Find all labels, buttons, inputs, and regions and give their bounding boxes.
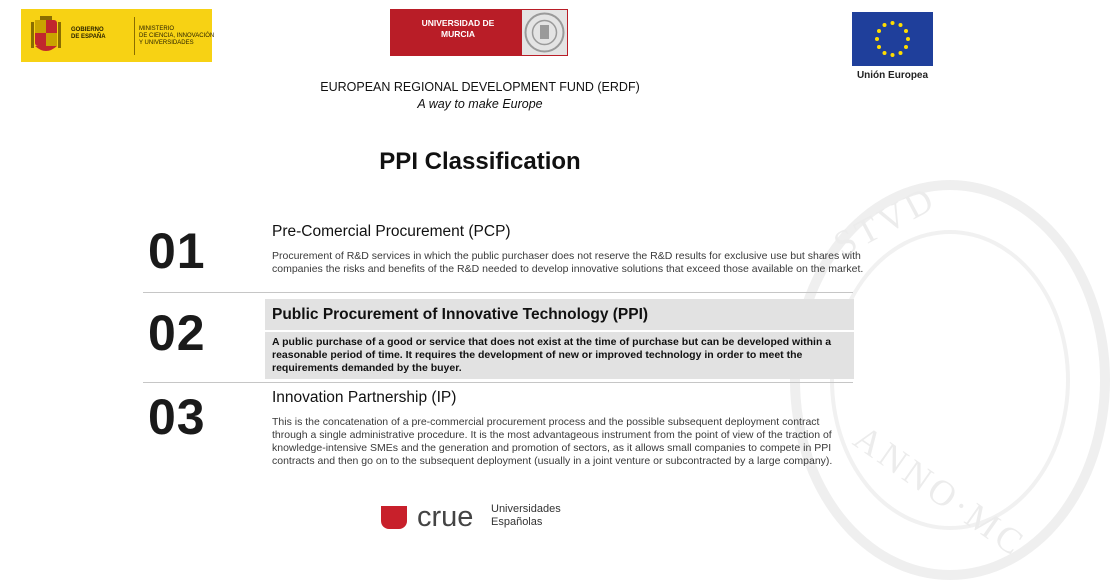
universidad-murcia-logo <box>390 9 568 56</box>
page-title: PPI Classification <box>379 148 581 175</box>
seal-text-bottom: ANNO·MC <box>846 417 1034 565</box>
item-description: This is the concatenation of a pre-commercial procurement process and the possible subsequent deployment contract through a single administrative procedure. It is the most advantageous instrument from the point of view of the traction of knowledge-intensive SMEs and the generation and promotion of sectors, as it allows small companies to compete in PPI contracts and then go on to the subsequent deployment (usually in a joint venture or subcontracted by a large company). <box>272 416 833 467</box>
item-heading: Public Procurement of Innovative Technology (PPI) <box>272 306 649 323</box>
universidad-murcia-label: UNIVERSIDAD DE MURCIA <box>421 18 495 39</box>
item-divider <box>143 382 853 383</box>
highlight-box-divider <box>265 330 854 332</box>
crue-subtitle: Universidades Españolas <box>491 503 561 528</box>
eu-flag-icon <box>852 12 933 66</box>
erdf-slogan: A way to make Europe <box>417 97 543 111</box>
university-crest-icon <box>522 10 567 55</box>
item-number: 03 <box>148 389 206 445</box>
erdf-fund-title: EUROPEAN REGIONAL DEVELOPMENT FUND (ERDF) <box>320 80 640 94</box>
seal-text-top: STVD <box>827 177 943 265</box>
item-heading: Pre-Comercial Procurement (PCP) <box>272 223 511 240</box>
gobierno-espana-logo <box>21 9 215 62</box>
union-europea-label: Unión Europea <box>856 70 929 81</box>
ministerio-label: MINISTERIO DE CIENCIA, INNOVACIÓN Y UNIVERSIDADES <box>139 26 215 46</box>
item-heading: Innovation Partnership (IP) <box>272 389 457 406</box>
gobierno-label: GOBIERNO DE ESPAÑA <box>71 27 106 40</box>
coat-of-arms-icon <box>31 16 61 54</box>
item-description: Procurement of R&D services in which the public purchaser does not reserve the R&D results for exclusive use but shares with companies the risks and benefits of the R&D needed to develop innovative solutions that exceed those available on the market. <box>272 250 864 275</box>
item-number: 01 <box>148 223 206 279</box>
union-europea-logo <box>852 12 933 84</box>
logo-divider <box>134 17 135 55</box>
item-description: A public purchase of a good or service that does not exist at the time of purchase but can be developed within a reasonable period of time. It requires the development of new or improved technology in order to meet the requirements demanded by the buyer. <box>272 336 832 374</box>
erdf-header <box>0 79 960 113</box>
crue-wordmark: crue <box>417 501 474 533</box>
item-divider <box>143 292 853 293</box>
crue-universidades-logo <box>381 503 571 531</box>
item-number: 02 <box>148 305 206 361</box>
crue-mark-icon <box>381 506 407 529</box>
